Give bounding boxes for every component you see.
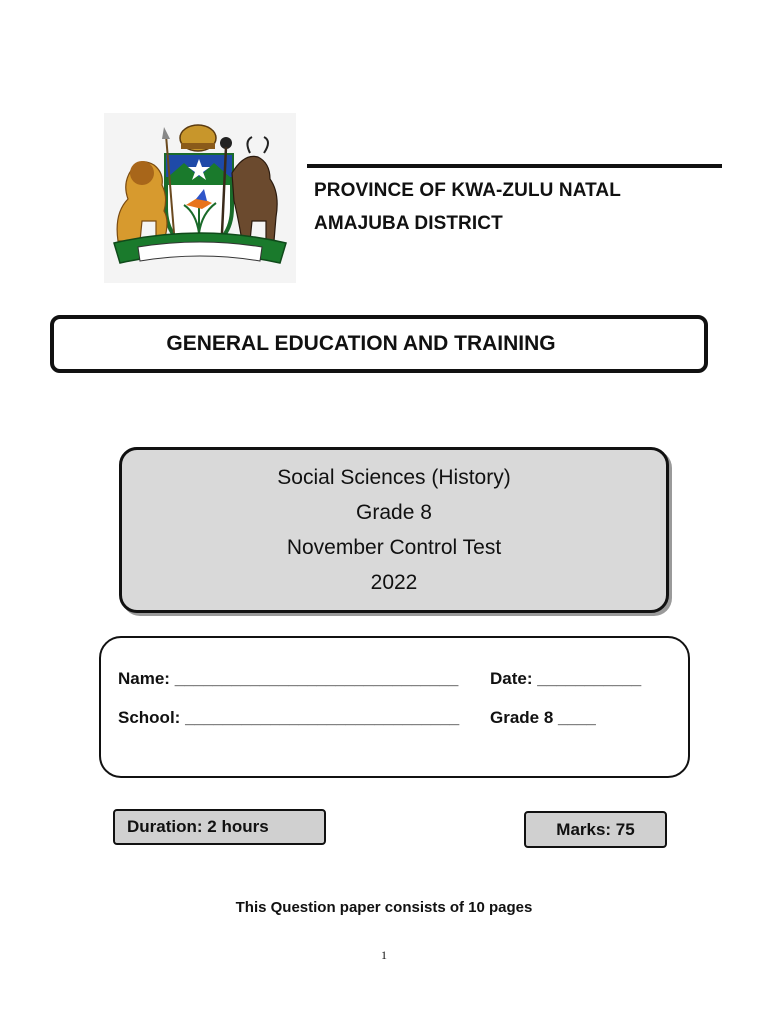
- coat-of-arms-icon: [104, 113, 296, 283]
- year-title: 2022: [370, 571, 418, 594]
- page-number: 1: [381, 948, 387, 962]
- candidate-info-box: [99, 636, 690, 778]
- banner-title: GENERAL EDUCATION AND TRAINING: [166, 332, 556, 355]
- name-label: Name:: [118, 669, 170, 688]
- name-line: ______________________________: [174, 669, 459, 688]
- date-line: ___________: [537, 669, 642, 688]
- header-rule: [307, 164, 722, 168]
- school-field[interactable]: [118, 708, 459, 728]
- duration-badge: Duration: 2 hours: [113, 809, 326, 845]
- school-label: School:: [118, 708, 181, 727]
- exam-title-box: [119, 447, 669, 613]
- marks-badge: Marks: 75: [524, 811, 667, 848]
- school-line: _____________________________: [185, 708, 460, 727]
- province-heading: PROVINCE OF KWA-ZULU NATAL: [314, 180, 621, 201]
- page-count-note: This Question paper consists of 10 pages: [235, 899, 533, 916]
- grade-field[interactable]: [490, 708, 596, 728]
- name-field[interactable]: [118, 669, 458, 689]
- grade-title: Grade 8: [356, 501, 432, 524]
- district-heading: AMAJUBA DISTRICT: [314, 213, 503, 234]
- date-field[interactable]: [490, 669, 641, 689]
- subject-title: Social Sciences (History): [277, 466, 511, 489]
- date-label: Date:: [490, 669, 533, 688]
- grade-line: ____: [558, 708, 596, 727]
- test-title: November Control Test: [286, 536, 502, 559]
- grade-label: Grade 8: [490, 708, 554, 727]
- section-banner: [50, 315, 708, 373]
